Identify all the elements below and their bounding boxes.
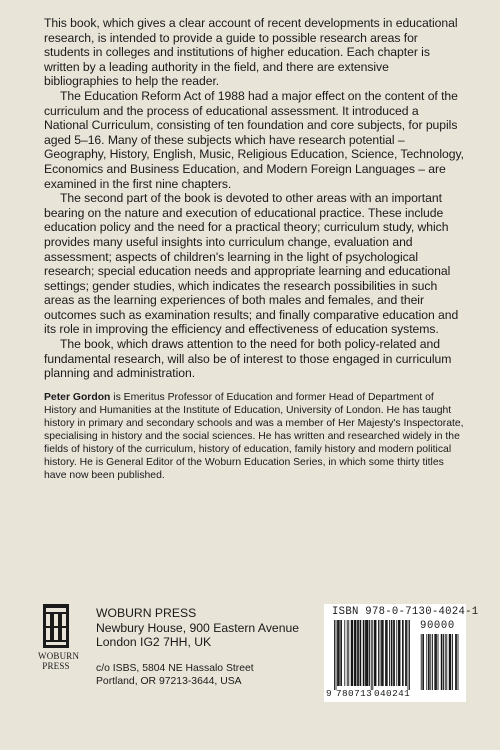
addon-bar (430, 634, 431, 690)
barcode-bar (403, 620, 404, 686)
addon-bar (455, 634, 456, 690)
us-address-line-2: Portland, OR 97213-3644, USA (96, 676, 242, 687)
addon-bar (434, 634, 435, 690)
barcode-bar (378, 620, 379, 686)
barcode-bar (337, 620, 338, 686)
isbn-addon: 90000 (420, 620, 455, 632)
barcode-bar (393, 620, 394, 686)
barcode-bar (358, 620, 359, 686)
barcode-bar (364, 620, 365, 686)
addon-bar (426, 634, 427, 690)
barcode-bar (382, 620, 383, 686)
barcode-bar (347, 620, 348, 686)
barcode-bar (402, 620, 403, 686)
barcode-bar (406, 620, 407, 686)
barcode-bar (396, 620, 397, 686)
author-name: Peter Gordon (44, 392, 111, 403)
logo-text-line-1: WOBURN (38, 651, 80, 661)
address-line-1: Newbury House, 900 Eastern Avenue (96, 620, 300, 635)
address-line-2: London IG2 7HH, UK (96, 635, 212, 649)
barcode-bar (405, 620, 406, 686)
addon-bar (456, 634, 457, 690)
barcode-bar (386, 620, 387, 686)
logo-text-line-2: PRESS (42, 661, 70, 671)
barcode-bar (398, 620, 399, 686)
barcode-bar (336, 620, 337, 690)
addon-bar (422, 634, 423, 690)
logo-text (38, 651, 80, 671)
barcode-bar (366, 620, 367, 686)
ean-right-digits: 040241 (374, 688, 411, 699)
barcode-bar (376, 620, 377, 686)
us-address-line-1: c/o ISBS, 5804 NE Hassalo Street (96, 662, 254, 674)
addon-bar (435, 634, 436, 690)
addon-bar (452, 634, 453, 690)
addon-bar (436, 634, 437, 690)
barcode-bar (356, 620, 357, 686)
barcode-bar (371, 620, 372, 690)
barcode-bar (387, 620, 388, 686)
addon-bar (458, 634, 459, 690)
addon-bar (428, 634, 429, 690)
barcode-bar (334, 620, 335, 690)
author-bio (44, 391, 466, 482)
barcode-bar (340, 620, 341, 686)
barcode-bar (385, 620, 386, 686)
addon-bar (450, 634, 451, 690)
addon-bar (446, 634, 447, 690)
ean-left-digits: 780713 (336, 688, 373, 699)
barcode-bar (355, 620, 356, 686)
barcode-bar (363, 620, 364, 686)
addon-bar (450, 634, 451, 690)
addon-bar (421, 634, 422, 690)
barcode-bar (383, 620, 384, 686)
addon-bar (441, 634, 442, 690)
addon-bar (432, 634, 433, 690)
barcode-bar (365, 620, 366, 686)
addon-bar (443, 634, 444, 690)
barcode-bar (392, 620, 393, 686)
barcode-bar (375, 620, 376, 686)
barcode-bar (380, 620, 381, 686)
isbn-label: ISBN 978-0-7130-4024-1 (332, 606, 479, 618)
blurb-paragraph-3: The second part of the book is devoted to other areas with an important bearing on the nature and execution of educational practice. These include education policy and the need for a practical theory; curriculum study, which provides many useful insights into curriculum change, evaluation and assessment; aspects of children's learning in the light of psychological research; special education needs and appropriate learning and educational settings; gender studies, which indicates the research possibilities in such areas as the learning experiences of both males and females, and their outcomes such as examination results; and finally comparative education and its role in improving the efficiency and effectiveness of education systems. (44, 191, 459, 337)
barcode-bar (348, 620, 349, 686)
barcode-bar (352, 620, 353, 686)
barcode-bar (400, 620, 401, 686)
ean-first-digit: 9 (326, 688, 333, 699)
barcode-bar (374, 620, 375, 686)
barcode-bar (341, 620, 342, 686)
barcode-bar (360, 620, 361, 686)
barcode-bar (338, 620, 339, 686)
barcode-bar (360, 620, 361, 686)
blurb-paragraph-4: The book, which draws attention to the need for both policy-related and fundamental research, will also be of interest to those engaged in curriculum planning and administration. (44, 337, 452, 381)
barcode-bar (354, 620, 355, 686)
barcode-bar (369, 620, 370, 686)
blurb-paragraph-1: This book, which gives a clear account of recent developments in educational research, is intended to provide a guide to possible research areas for students in colleges and institutions of higher education. Each chapter is written by a leading authority in the field, and there are extensive bibliographies to help the reader. (44, 16, 458, 89)
blurb-paragraph-2: The Education Reform Act of 1988 had a major effect on the content of the curriculum and the process of educational assessment. It introduced a National Curriculum, consisting of ten foundation and core subjects, for pupils aged 5–16. Many of these subjects which have research potential – Geography, History, English, Music, Religious Education, Science, Technology, Economics and Business Education, and Modern Foreign Languages – are examined in the first nine chapters. (44, 88, 464, 191)
barcode-bar (381, 620, 382, 686)
author-bio-text: is Emeritus Professor of Education and former Head of Department of History and Humanities at the Institute of Education, University of London. He has taught history in primary and secondary schools and was a member of Her Majesty's Inspectorate, specialising in history and the social sciences. He has written and researched widely in the fields of history of the curriculum, history of education, family history and modern political history. He is General Editor of the Woburn Education Series, in which some thirty titles have now been published. (44, 392, 464, 481)
barcode-bar (352, 620, 353, 686)
barcode-bar (394, 620, 395, 686)
isbn-barcode-box (324, 604, 479, 702)
addon-bar (423, 634, 424, 690)
barcode-bar (351, 620, 352, 686)
barcode-bar (367, 620, 368, 686)
blurb (44, 16, 464, 381)
publisher-address (96, 606, 299, 689)
barcode-bar (357, 620, 358, 686)
addon-bar (442, 634, 443, 690)
barcode-bar (372, 620, 373, 690)
barcode-bar (368, 620, 369, 686)
addon-bar (429, 634, 430, 690)
addon-bar (445, 634, 446, 690)
barcode-bar (409, 620, 410, 690)
tower-icon (42, 604, 70, 648)
addon-bar (449, 634, 450, 690)
publisher-logo (38, 604, 80, 671)
publisher-name: WOBURN PRESS (96, 606, 197, 620)
barcode-bar (389, 620, 390, 686)
barcode-bar (391, 620, 392, 686)
barcode-bar (344, 620, 345, 686)
addon-bar (438, 634, 439, 690)
barcode-bar (408, 620, 409, 690)
barcode-bar (399, 620, 400, 686)
barcode-bar (339, 620, 340, 686)
